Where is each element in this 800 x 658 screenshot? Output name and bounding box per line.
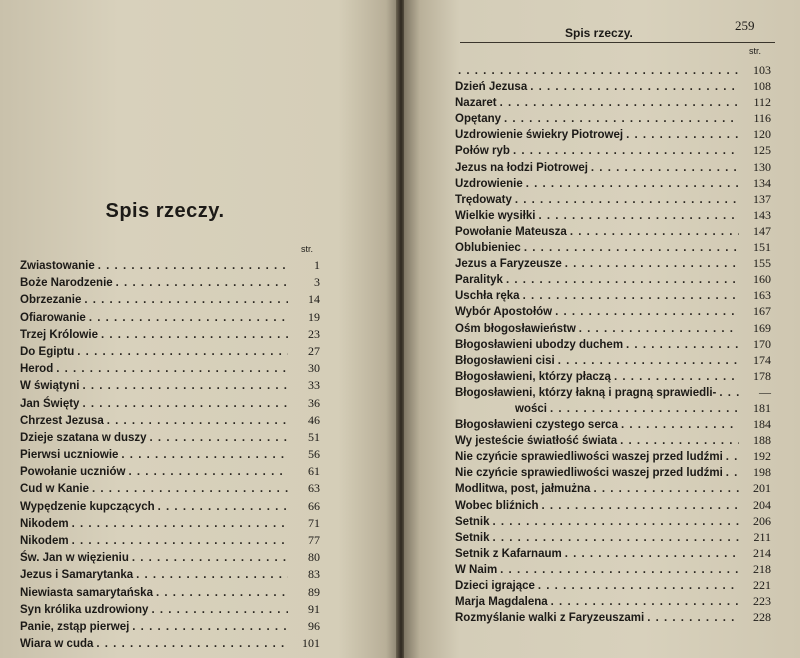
dot-leader [526, 178, 739, 190]
dot-leader [458, 65, 739, 77]
dot-leader [158, 501, 288, 513]
toc-entry-page: 56 [308, 447, 320, 462]
toc-entry [20, 378, 320, 395]
toc-entry [455, 385, 771, 401]
dot-leader [550, 403, 739, 415]
dot-leader [82, 398, 288, 410]
toc-entry [20, 396, 320, 413]
toc-entry-page: 169 [753, 320, 771, 335]
left-str-label: str. [301, 244, 314, 254]
toc-entry-title: Błogosławieni cisi [455, 354, 555, 367]
toc-entry-page: 206 [753, 513, 771, 528]
toc-entry-title: Błogosławieni czystego serca [455, 419, 618, 432]
toc-entry-title: Niewiasta samarytańska [20, 586, 153, 599]
dot-leader [92, 483, 288, 495]
dot-leader [565, 548, 739, 560]
toc-entry [20, 567, 320, 584]
toc-entry-title: Powołanie uczniów [20, 466, 126, 479]
toc-entry-page: 178 [753, 368, 771, 383]
toc-entry-title: Nikodem [20, 535, 69, 547]
toc-entry-title: Wypędzenie kupczących [20, 500, 155, 513]
toc-entry-page: 96 [308, 618, 320, 633]
toc-entry-page: 116 [753, 111, 771, 126]
toc-entry [20, 258, 320, 275]
dot-leader [565, 258, 739, 270]
toc-entry-title: Setnik [455, 531, 490, 544]
toc-entry [455, 369, 771, 385]
dot-leader [719, 387, 739, 399]
dot-leader [96, 638, 288, 650]
toc-entry-page: 167 [753, 304, 771, 319]
toc-entry-title: Jezus na łodzi Piotrowej [455, 161, 588, 174]
dot-leader [72, 518, 288, 530]
toc-entry [455, 224, 771, 240]
toc-entry [455, 337, 771, 353]
toc-entry [455, 498, 771, 514]
toc-entry-title: Powołanie Mateusza [455, 225, 567, 238]
toc-entry-page: 214 [753, 545, 771, 560]
toc-title: Spis rzeczy. [105, 200, 225, 222]
toc-entry-page: 77 [308, 533, 320, 547]
dot-leader [726, 451, 739, 463]
toc-entry-page: 63 [308, 481, 320, 496]
toc-entry [455, 240, 771, 256]
toc-entry-page: 137 [753, 191, 771, 206]
toc-entry-title: Dzień Jezusa [455, 81, 528, 94]
toc-entry-title: Oblubieniec [455, 242, 521, 255]
dot-leader [513, 145, 739, 157]
toc-entry [455, 401, 771, 417]
toc-entry-title: Setnik z Kafarnaum [455, 547, 562, 560]
toc-entry-page: 103 [753, 63, 771, 77]
dot-leader [538, 580, 739, 592]
toc-entry-page: 170 [753, 336, 771, 351]
toc-entry [20, 292, 320, 309]
dot-leader [579, 323, 739, 335]
dot-leader [530, 81, 739, 93]
dot-leader [621, 419, 739, 431]
toc-entry-title: Połów ryb [455, 145, 510, 158]
toc-entry-page: 174 [753, 352, 771, 367]
toc-entry [20, 619, 320, 636]
page-number: 259 [735, 18, 755, 33]
dot-leader [136, 569, 288, 581]
toc-entry-title: Trzej Królowie [20, 328, 98, 341]
toc-entry-page: 218 [753, 561, 771, 576]
toc-entry [455, 208, 771, 224]
toc-entry [455, 95, 771, 111]
toc-entry-page: 101 [302, 636, 320, 651]
toc-entry-title: Ośm błogosławieństw [455, 322, 576, 335]
dot-leader [89, 312, 288, 324]
toc-entry-page: 188 [753, 433, 771, 448]
toc-entry [455, 594, 771, 610]
toc-entry-page: 51 [308, 429, 320, 444]
toc-entry [455, 63, 771, 79]
toc-entry [20, 344, 320, 361]
toc-entry [455, 481, 771, 497]
toc-entry-title: Opętany [455, 113, 502, 126]
toc-entry-title: Św. Jan w więzieniu [20, 552, 129, 565]
toc-entry-page: 211 [753, 529, 771, 544]
dot-leader [101, 329, 288, 341]
toc-entry-title: Nie czyńcie sprawiedliwości waszej przed ludźmi [455, 451, 723, 464]
toc-entry-page: 198 [753, 465, 771, 480]
toc-entry-title: Boże Narodzenie [20, 277, 113, 290]
toc-entry-page: 89 [308, 584, 320, 599]
toc-entry [20, 430, 320, 447]
dot-leader [620, 435, 739, 447]
toc-entry-page: 27 [308, 343, 320, 358]
toc-entry [455, 79, 771, 95]
toc-entry-page: 160 [753, 272, 771, 287]
toc-entry-title: Pierwsi uczniowie [20, 449, 119, 462]
toc-entry-title: Herod [20, 363, 54, 376]
dot-leader [56, 363, 288, 375]
dot-leader [132, 552, 288, 564]
toc-entry-title: Zwiastowanie [20, 260, 95, 272]
toc-entry [455, 160, 771, 176]
dot-leader [523, 290, 739, 302]
toc-entry [20, 550, 320, 567]
toc-entry-page: 71 [308, 515, 320, 530]
toc-entry [455, 304, 771, 320]
toc-entry-page: 80 [308, 550, 320, 565]
toc-entry-page: 30 [308, 361, 320, 376]
toc-entry [20, 481, 320, 498]
toc-entry [455, 111, 771, 127]
toc-entry [455, 272, 771, 288]
toc-entry-page: 14 [308, 292, 320, 307]
toc-entry-title: Paralityk [455, 274, 503, 287]
toc-entry-title: Do Egiptu [20, 345, 75, 358]
dot-leader [551, 596, 739, 608]
right-str-label: str. [749, 46, 762, 56]
toc-entry-page: 1 [314, 258, 320, 272]
toc-entry [20, 310, 320, 327]
dot-leader [151, 604, 288, 616]
toc-entry-page: 108 [753, 79, 771, 94]
toc-entry-page: 163 [753, 288, 771, 303]
toc-entry-title: Błogosławieni, którzy płaczą [455, 370, 611, 383]
toc-entry-title: Nazaret [455, 97, 497, 110]
toc-entry-page: 112 [753, 95, 771, 110]
toc-entry-title: Rozmyślanie walki z Faryzeuszami [455, 612, 645, 625]
toc-entry [20, 585, 320, 602]
toc-entry [20, 533, 320, 550]
toc-entry-page: 3 [314, 275, 320, 290]
toc-entry-page: 83 [308, 567, 320, 582]
toc-entry-page: 91 [308, 601, 320, 616]
toc-entry [455, 192, 771, 208]
toc-entry [455, 449, 771, 465]
dot-leader [626, 339, 739, 351]
toc-entry-page: 134 [753, 175, 771, 190]
toc-entry-title: Obrzezanie [20, 294, 82, 307]
toc-entry-title: W świątyni [20, 380, 80, 393]
toc-entry [455, 514, 771, 530]
dot-leader [614, 371, 739, 383]
dot-leader [570, 226, 739, 238]
toc-entry-title: Wybór Apostołów [455, 306, 553, 319]
toc-entry [455, 417, 771, 433]
dot-leader [558, 355, 739, 367]
toc-entry-page: 46 [308, 412, 320, 427]
toc-entry-title: Cud w Kanie [20, 483, 90, 496]
dot-leader [500, 564, 739, 576]
toc-entry-title: Wobec bliźnich [455, 499, 539, 512]
toc-entry-page: 221 [753, 578, 771, 592]
dot-leader [591, 162, 739, 174]
toc-entry-title: Ofiarowanie [20, 311, 86, 324]
dot-leader [726, 467, 739, 479]
toc-entry-title: Wielkie wysiłki [455, 209, 536, 222]
toc-entry [455, 176, 771, 192]
dot-leader [121, 449, 288, 461]
toc-entry-page: 120 [753, 127, 771, 142]
toc-entry-page: 125 [753, 143, 771, 158]
dot-leader [107, 415, 288, 427]
toc-entry-title: Dzieje szatana w duszy [20, 431, 147, 444]
toc-entry [455, 433, 771, 449]
toc-entry [20, 464, 320, 481]
dot-leader [500, 97, 739, 109]
toc-entry-title: Setnik [455, 515, 490, 528]
toc-entry-title: Panie, zstąp pierwej [20, 620, 130, 633]
toc-entry-page: 130 [753, 159, 771, 174]
toc-entry-page: 204 [753, 497, 771, 512]
toc-entry [455, 465, 771, 481]
toc-entry [20, 602, 320, 619]
toc-entry-title: Uschła ręka [455, 290, 520, 303]
toc-entry-page: 33 [308, 378, 320, 393]
toc-entry-title: Dzieci igrające [455, 580, 535, 592]
toc-entry-title: W Naim [455, 563, 498, 576]
dot-leader [493, 532, 739, 544]
toc-entry-title: Uzdrowienie [455, 177, 523, 190]
toc-entry [455, 256, 771, 272]
toc-entry [20, 275, 320, 292]
toc-entry-page: 151 [753, 240, 771, 255]
dot-leader [515, 194, 739, 206]
dot-leader [493, 516, 739, 528]
toc-entry [455, 578, 771, 594]
toc-entry-page: 23 [308, 326, 320, 341]
toc-entry [455, 546, 771, 562]
toc-entry [20, 447, 320, 464]
dot-leader [156, 587, 288, 599]
toc-entry-page: 223 [753, 594, 771, 609]
toc-entry-page: 155 [753, 256, 771, 271]
toc-entry-title: Nie czyńcie sprawiedliwości waszej przed ludźmi [455, 467, 723, 480]
dot-leader [538, 210, 739, 222]
left-toc-list [20, 258, 320, 653]
toc-entry-page: 184 [753, 417, 771, 432]
toc-entry-title: Jezus a Faryzeusze [455, 258, 562, 271]
toc-entry-title: Nikodem [20, 517, 69, 530]
dot-leader [593, 483, 739, 495]
dot-leader [150, 432, 288, 444]
dot-leader [72, 535, 288, 547]
right-toc-list [455, 63, 771, 626]
header-rule [460, 42, 775, 43]
dot-leader [132, 621, 288, 633]
dot-leader [82, 380, 288, 392]
toc-entry-title: Błogosławieni, którzy łakną i pragną sprawiedli- [455, 386, 717, 399]
toc-entry-title: Błogosławieni ubodzy duchem [455, 338, 624, 351]
toc-entry [455, 610, 771, 626]
toc-entry [455, 530, 771, 546]
toc-entry [20, 499, 320, 516]
toc-entry-page: 61 [308, 464, 320, 479]
dot-leader [84, 294, 288, 306]
toc-entry-page: 143 [753, 207, 771, 222]
toc-entry [455, 353, 771, 369]
toc-entry-page: 228 [753, 610, 771, 625]
toc-entry [455, 288, 771, 304]
dot-leader [98, 260, 288, 272]
dot-leader [647, 612, 739, 624]
dot-leader [542, 500, 740, 512]
toc-entry-page: 36 [308, 395, 320, 410]
toc-entry [455, 127, 771, 143]
toc-entry-title: Jan Święty [20, 397, 80, 410]
dot-leader [77, 346, 288, 358]
toc-entry-page: 147 [753, 223, 771, 238]
toc-entry [455, 562, 771, 578]
dot-leader [555, 306, 739, 318]
toc-entry-title: Chrzest Jezusa [20, 414, 104, 427]
toc-entry-title: wości [515, 402, 547, 415]
running-head: Spis rzeczy. [565, 26, 633, 40]
toc-entry [455, 143, 771, 159]
toc-entry-title: Marja Magdalena [455, 596, 548, 609]
toc-entry-page: 19 [308, 309, 320, 324]
toc-entry-title: Wiara w cuda [20, 638, 94, 651]
toc-entry-page: 181 [753, 400, 771, 415]
dot-leader [506, 274, 739, 286]
toc-entry [20, 327, 320, 344]
toc-entry [20, 413, 320, 430]
toc-entry-title: Trędowaty [455, 193, 512, 206]
toc-entry [455, 321, 771, 337]
toc-entry-page: — [759, 384, 771, 399]
dot-leader [128, 466, 288, 478]
dot-leader [504, 113, 739, 125]
toc-entry-title: Jezus i Samarytanka [20, 569, 134, 582]
dot-leader [524, 242, 739, 254]
dot-leader [626, 129, 739, 141]
toc-entry-title: Modlitwa, post, jałmużna [455, 483, 591, 496]
toc-entry-title: Syn królika uzdrowiony [20, 603, 149, 616]
toc-entry [20, 516, 320, 533]
toc-entry [20, 361, 320, 378]
dot-leader [116, 277, 288, 289]
toc-entry-page: 192 [753, 449, 771, 464]
toc-entry-title: Wy jesteście światłość świata [455, 435, 618, 448]
toc-entry-page: 201 [753, 481, 771, 496]
toc-entry-title: Uzdrowienie świekry Piotrowej [455, 129, 624, 142]
toc-entry-page: 66 [308, 498, 320, 513]
toc-entry [20, 636, 320, 653]
